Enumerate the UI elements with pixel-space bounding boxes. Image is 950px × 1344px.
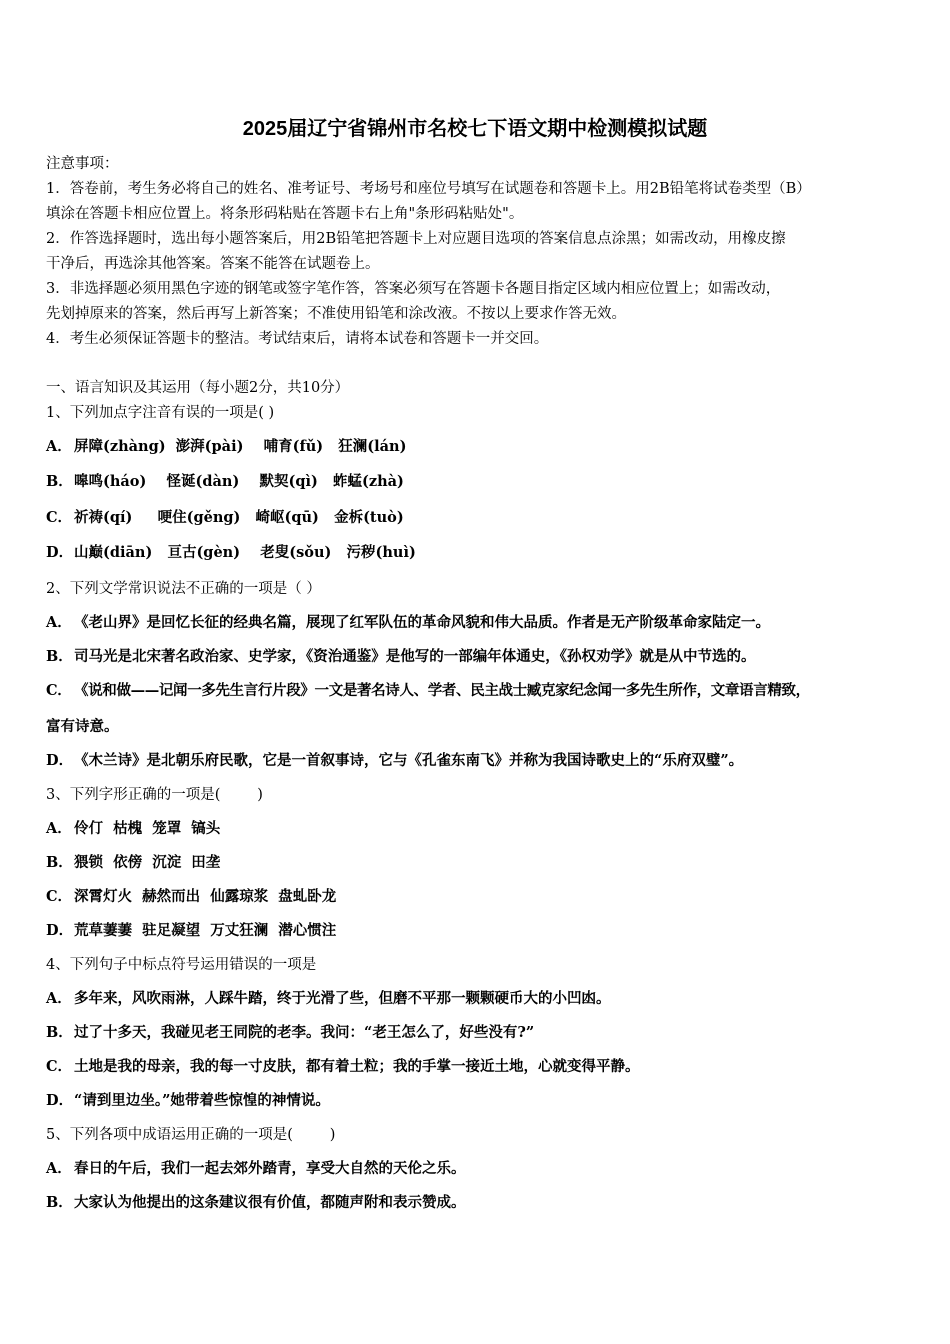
question-stem: 4、下列句子中标点符号运用错误的一项是 [46,957,317,973]
option-label: D． [46,544,74,561]
option-label: B． [46,1194,73,1211]
option-a [46,611,770,632]
option-label: D． [46,752,74,769]
option-b [46,1021,534,1042]
option-d [46,1089,330,1110]
option-b [46,470,404,491]
option-text: 荒草萋萋 驻足凝望 万丈狂澜 潜心惯注 [74,922,337,939]
question-stem: 3、下列字形正确的一项是( ) [46,787,263,803]
option-d [46,919,336,940]
option-label: C． [46,1058,73,1075]
option-b [46,1191,466,1212]
option-text: 嗥鸣(háo) 怪诞(dàn) 默契(qì) 蚱蜢(zhà) [74,473,404,490]
option-text: 祈祷(qí) 哽住(gěng) 崎岖(qū) 金柝(tuò) [74,509,404,526]
option-d [46,541,416,562]
question-stem: 5、下列各项中成语运用正确的一项是( ) [46,1127,336,1143]
option-text: 大家认为他提出的这条建议很有价值，都随声附和表示赞成。 [74,1194,466,1211]
notice-line: 先划掉原来的答案，然后再写上新答案；不准使用铅笔和涂改液。不按以上要求作答无效。 [46,306,626,322]
option-text: 深霄灯火 赫然而出 仙露琼浆 盘虬卧龙 [74,888,337,905]
option-c [46,679,810,700]
option-text: 《木兰诗》是北朝乐府民歌，它是一首叙事诗，它与《孔雀东南飞》并称为我国诗歌史上的“乐府双璧”。 [74,752,744,769]
option-text: 过了十多天，我碰见老王同院的老李。我问：“老王怎么了，好些没有?” [74,1024,535,1041]
option-text: 春日的午后，我们一起去郊外踏青，享受大自然的天伦之乐。 [74,1160,466,1177]
notice-line: 3．非选择题必须用黑色字迹的钢笔或签字笔作答，答案必须写在答题卡各题目指定区域内相应位置上；如需改动， [46,281,781,297]
option-c [46,506,404,527]
option-label: D． [46,922,74,939]
option-a [46,435,406,456]
option-a [46,1157,466,1178]
page-title: 2025届辽宁省锦州市名校七下语文期中检测模拟试题 [242,118,708,140]
option-text: 《老山界》是回忆长征的经典名篇，展现了红军队伍的革命风貌和伟大品质。作者是无产阶级革命家陆定一。 [74,614,770,631]
option-label: C． [46,682,72,699]
option-text: 猥锁 依傍 沉淀 田垄 [74,854,221,871]
option-c-continued: 富有诗意。 [46,718,119,735]
option-label: A． [46,614,72,631]
notice-line: 2．作答选择题时，选出每小题答案后，用2B铅笔把答题卡上对应题目选项的答案信息点涂黑；如需改动，用橡皮擦 [46,231,786,247]
notice-line: 干净后，再选涂其他答案。答案不能答在试题卷上。 [46,256,380,272]
option-text: “请到里边坐。”她带着些惊惶的神情说。 [74,1092,330,1109]
option-label: B． [46,1024,73,1041]
option-text: 多年来，风吹雨淋，人踩牛踏，终于光滑了些，但磨不平那一颗颗硬币大的小凹凼。 [74,990,611,1007]
section-heading: 一、语言知识及其运用（每小题2分，共10分） [46,380,350,396]
notice-heading: 注意事项： [46,156,119,172]
option-label: B． [46,473,73,490]
option-label: A． [46,1160,72,1177]
option-label: A． [46,438,72,455]
option-label: B． [46,854,73,871]
option-b [46,851,220,872]
option-text: 伶仃 枯槐 笼罩 镐头 [74,820,221,837]
option-text: 山巅(diān) 亘古(gèn) 老叟(sǒu) 污秽(huì) [74,544,416,561]
option-label: B． [46,648,73,665]
option-a [46,987,611,1008]
option-b [46,645,756,666]
option-c [46,885,336,906]
option-label: C． [46,888,73,905]
option-c [46,1055,640,1076]
option-text: 土地是我的母亲，我的每一寸皮肤，都有着土粒；我的手掌一接近土地，心就变得平静。 [74,1058,640,1075]
notice-line: 填涂在答题卡相应位置上。将条形码粘贴在答题卡右上角"条形码粘贴处"。 [46,206,524,222]
option-label: D． [46,1092,74,1109]
option-text: 屏障(zhàng) 澎湃(pài) 哺育(fǔ) 狂澜(lán) [74,438,407,455]
option-text: 司马光是北宋著名政治家、史学家，《资治通鉴》是他写的一部编年体通史，《孙权劝学》就是从中节选的。 [74,648,756,665]
option-label: C． [46,509,73,526]
option-text: 《说和做——记闻一多先生言行片段》一文是著名诗人、学者、民主战士臧克家纪念闻一多先生所作，文章语言精致， [74,682,810,699]
option-d [46,749,743,770]
option-a [46,817,220,838]
question-stem: 1、下列加点字注音有误的一项是( ) [46,405,275,421]
question-stem: 2、下列文学常识说法不正确的一项是（ ） [46,581,321,597]
option-label: A． [46,990,72,1007]
notice-line: 4．考生必须保证答题卡的整洁。考试结束后，请将本试卷和答题卡一并交回。 [46,331,549,347]
notice-line: 1．答卷前，考生务必将自己的姓名、准考证号、考场号和座位号填写在试题卷和答题卡上。用2B铅笔将试卷类型（B） [46,181,811,197]
option-label: A． [46,820,72,837]
